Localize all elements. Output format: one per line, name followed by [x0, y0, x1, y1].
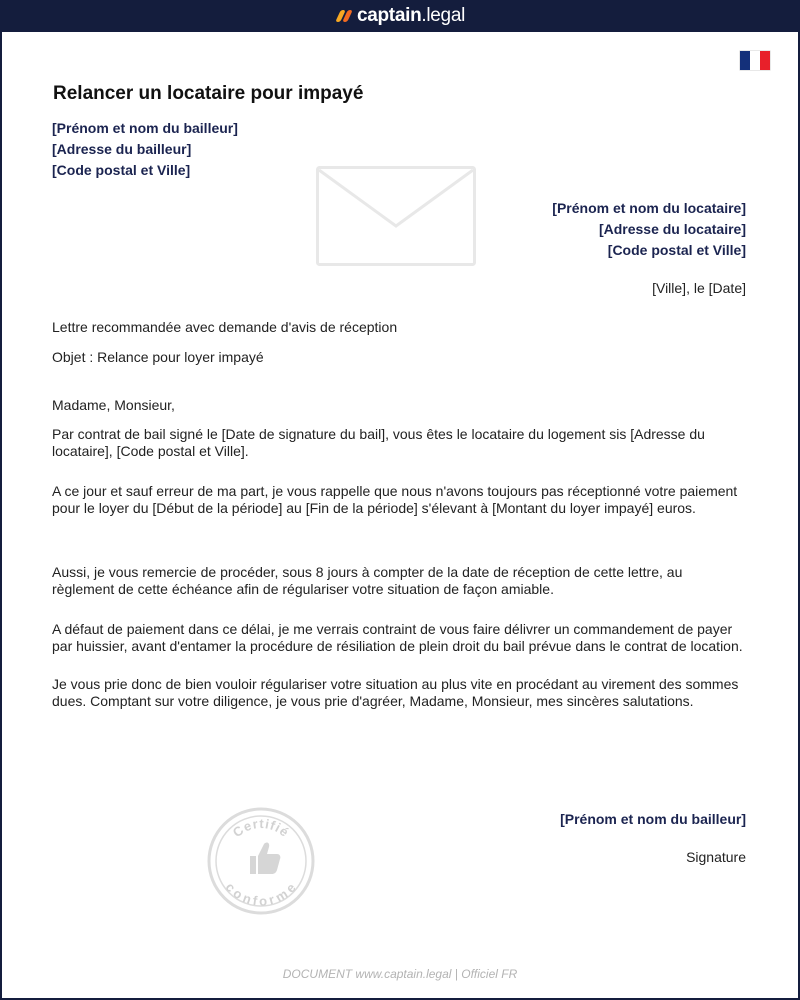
sender-block [52, 118, 238, 181]
sender-city: [Code postal et Ville] [52, 162, 191, 178]
recipient-city: [Code postal et Ville] [607, 242, 746, 258]
paragraph-unpaid-rent: A ce jour et sauf erreur de ma part, je vous rappelle que nous n'avons toujours pas réceptionné votre paiement pour le loyer du [Début de la période] au [Fin de la période] s'élevant à [Montant du loyer impayé] euros. [52, 483, 738, 516]
paragraph-payment-request: Aussi, je vous remercie de procéder, sous 8 jours à compter de la date de réception de cette lettre, au règlement de cette échéance afin de régulariser votre situation de façon amiable. [52, 564, 683, 597]
recipient-block [552, 198, 746, 261]
brand-name: captain.legal [356, 5, 466, 26]
envelope-watermark-icon [316, 166, 476, 266]
document-title: Relancer un locataire pour impayé [53, 83, 364, 104]
place-date: [Ville], le [Date] [652, 280, 746, 296]
recipient-address: [Adresse du locataire] [598, 221, 746, 237]
french-flag-icon[interactable] [740, 51, 770, 70]
paragraph-warning: A défaut de paiement dans ce délai, je me verrais contraint de vous faire délivrer un commandement de payer par huissier, avant d'entamer la procédure de résiliation de plein droit du bail prévue dans le contrat de location. [52, 621, 743, 654]
svg-text:Certifié: Certifié [229, 815, 293, 841]
subject-line: Objet : Relance pour loyer impayé [52, 349, 264, 365]
certified-stamp-icon [206, 806, 316, 916]
brand-logo[interactable] [335, 5, 465, 27]
signatory-name: [Prénom et nom du bailleur] [560, 811, 746, 827]
paragraph-closing: Je vous prie donc de bien vouloir régulariser votre situation au plus vite en procédant au virement des sommes dues. Comptant sur votre diligence, je vous prie d'agréer, Madame, Monsieur, mes sincères salutations. [52, 676, 739, 709]
salutation: Madame, Monsieur, [52, 397, 175, 413]
svg-text:conforme: conforme [222, 879, 300, 909]
delivery-mode: Lettre recommandée avec demande d'avis de réception [52, 319, 398, 335]
logo-mark-icon [335, 9, 353, 23]
sender-address: [Adresse du bailleur] [52, 141, 192, 157]
paragraph-contract: Par contrat de bail signé le [Date de signature du bail], vous êtes le locataire du logement sis [Adresse du locataire], [Code postal et Ville]. [52, 426, 705, 459]
signature-label: Signature [686, 849, 746, 865]
footer-text: DOCUMENT www.captain.legal | Officiel FR [282, 967, 518, 981]
recipient-name: [Prénom et nom du locataire] [552, 200, 746, 216]
top-bar [0, 0, 800, 32]
sender-name: [Prénom et nom du bailleur] [52, 120, 238, 136]
